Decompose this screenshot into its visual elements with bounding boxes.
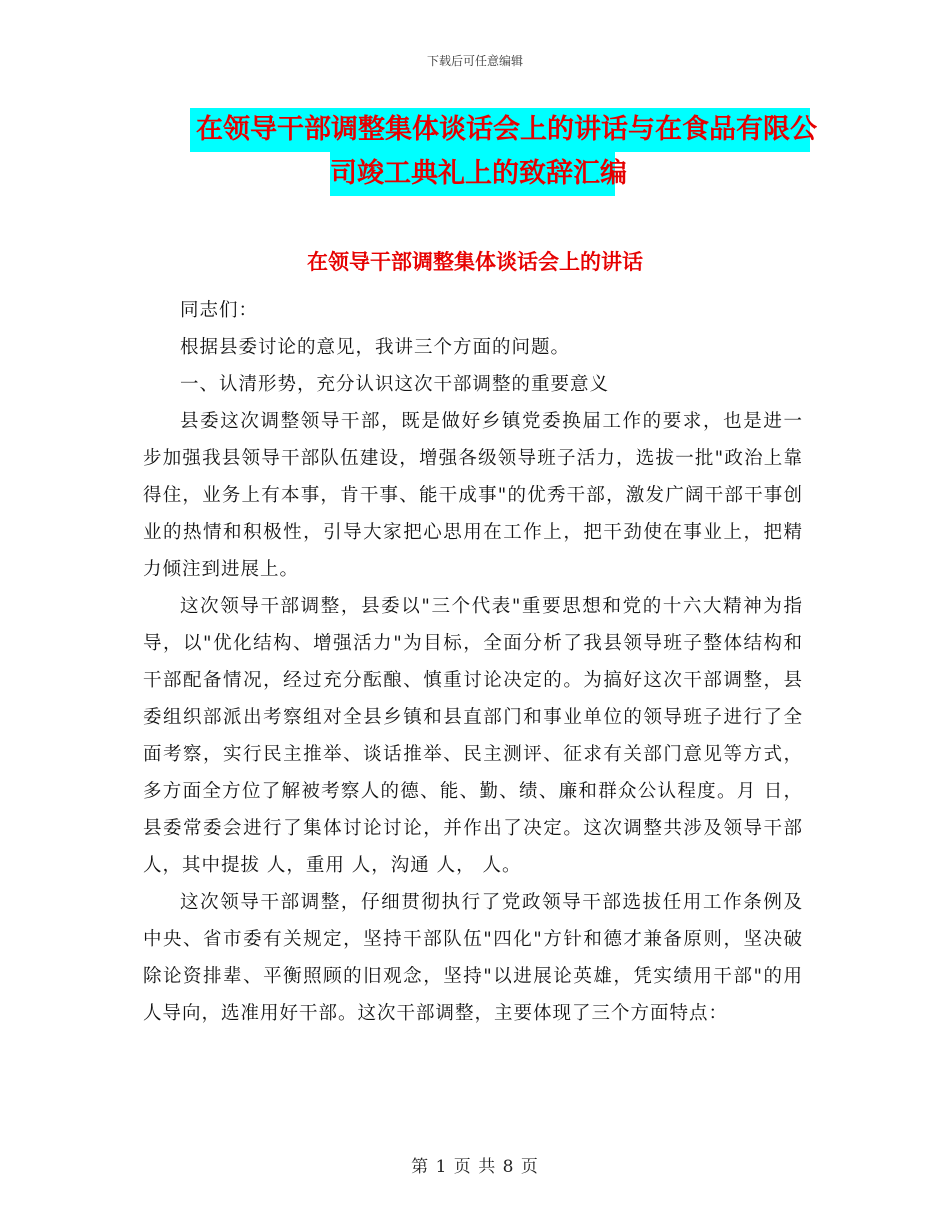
paragraph: 一、认清形势，充分认识这次干部调整的重要意义 bbox=[180, 374, 610, 395]
header-note: 下载后可任意编辑 bbox=[426, 54, 523, 68]
paragraph: 同志们： bbox=[180, 300, 259, 321]
paragraph: 县委这次调整领导干部，既是做好乡镇党委换届工作的要求，也是进一步加强我县领导干部队伍建设，增强各级领导班子活力，选拔一批"政治上靠得住，业务上有本事，肯干事、能干成事"的优秀干部，激发广阔干部干事创业的热情和积极性，引导大家把心思用在工作上，把干劲使在事业上，把精力倾注到进展上。 bbox=[143, 411, 803, 580]
document-title bbox=[190, 108, 817, 196]
page-footer: 第 1 页 共 8 页 bbox=[411, 1157, 539, 1177]
body-text bbox=[143, 292, 803, 1032]
document-title-line-2: 司竣工典礼上的致辞汇编 bbox=[330, 152, 615, 196]
paragraph: 根据县委讨论的意见，我讲三个方面的问题。 bbox=[180, 337, 571, 358]
paragraph: 这次领导干部调整，县委以"三个代表"重要思想和党的十六大精神为指导，以"优化结构、增强活力"为目标，全面分析了我县领导班子整体结构和干部配备情况，经过充分酝酿、慎重讨论决定的。为搞好这次干部调整，县委组织部派出考察组对全县乡镇和县直部门和事业单位的领导班子进行了全面考察，实行民主推举、谈话推举、民主测评、征求有关部门意见等方式，多方面全方位了解被考察人的德、能、勤、绩、廉和群众公认程度。月 日，县委常委会进行了集体讨论讨论，并作出了决定。这次调整共涉及领导干部 人，其中提拔 人，重用 人，沟通 人， 人。 bbox=[143, 596, 803, 876]
paragraph: 这次领导干部调整，仔细贯彻执行了党政领导干部选拔任用工作条例及中央、省市委有关规定，坚持干部队伍"四化"方针和德才兼备原则，坚决破除论资排辈、平衡照顾的旧观念，坚持"以进展论英雄，凭实绩用干部"的用人导向，选准用好干部。这次干部调整，主要体现了三个方面特点： bbox=[143, 892, 803, 1024]
section-title: 在领导干部调整集体谈话会上的讲话 bbox=[307, 250, 643, 274]
document-title-line-1: 在领导干部调整集体谈话会上的讲话与在食品有限公 bbox=[190, 108, 810, 152]
